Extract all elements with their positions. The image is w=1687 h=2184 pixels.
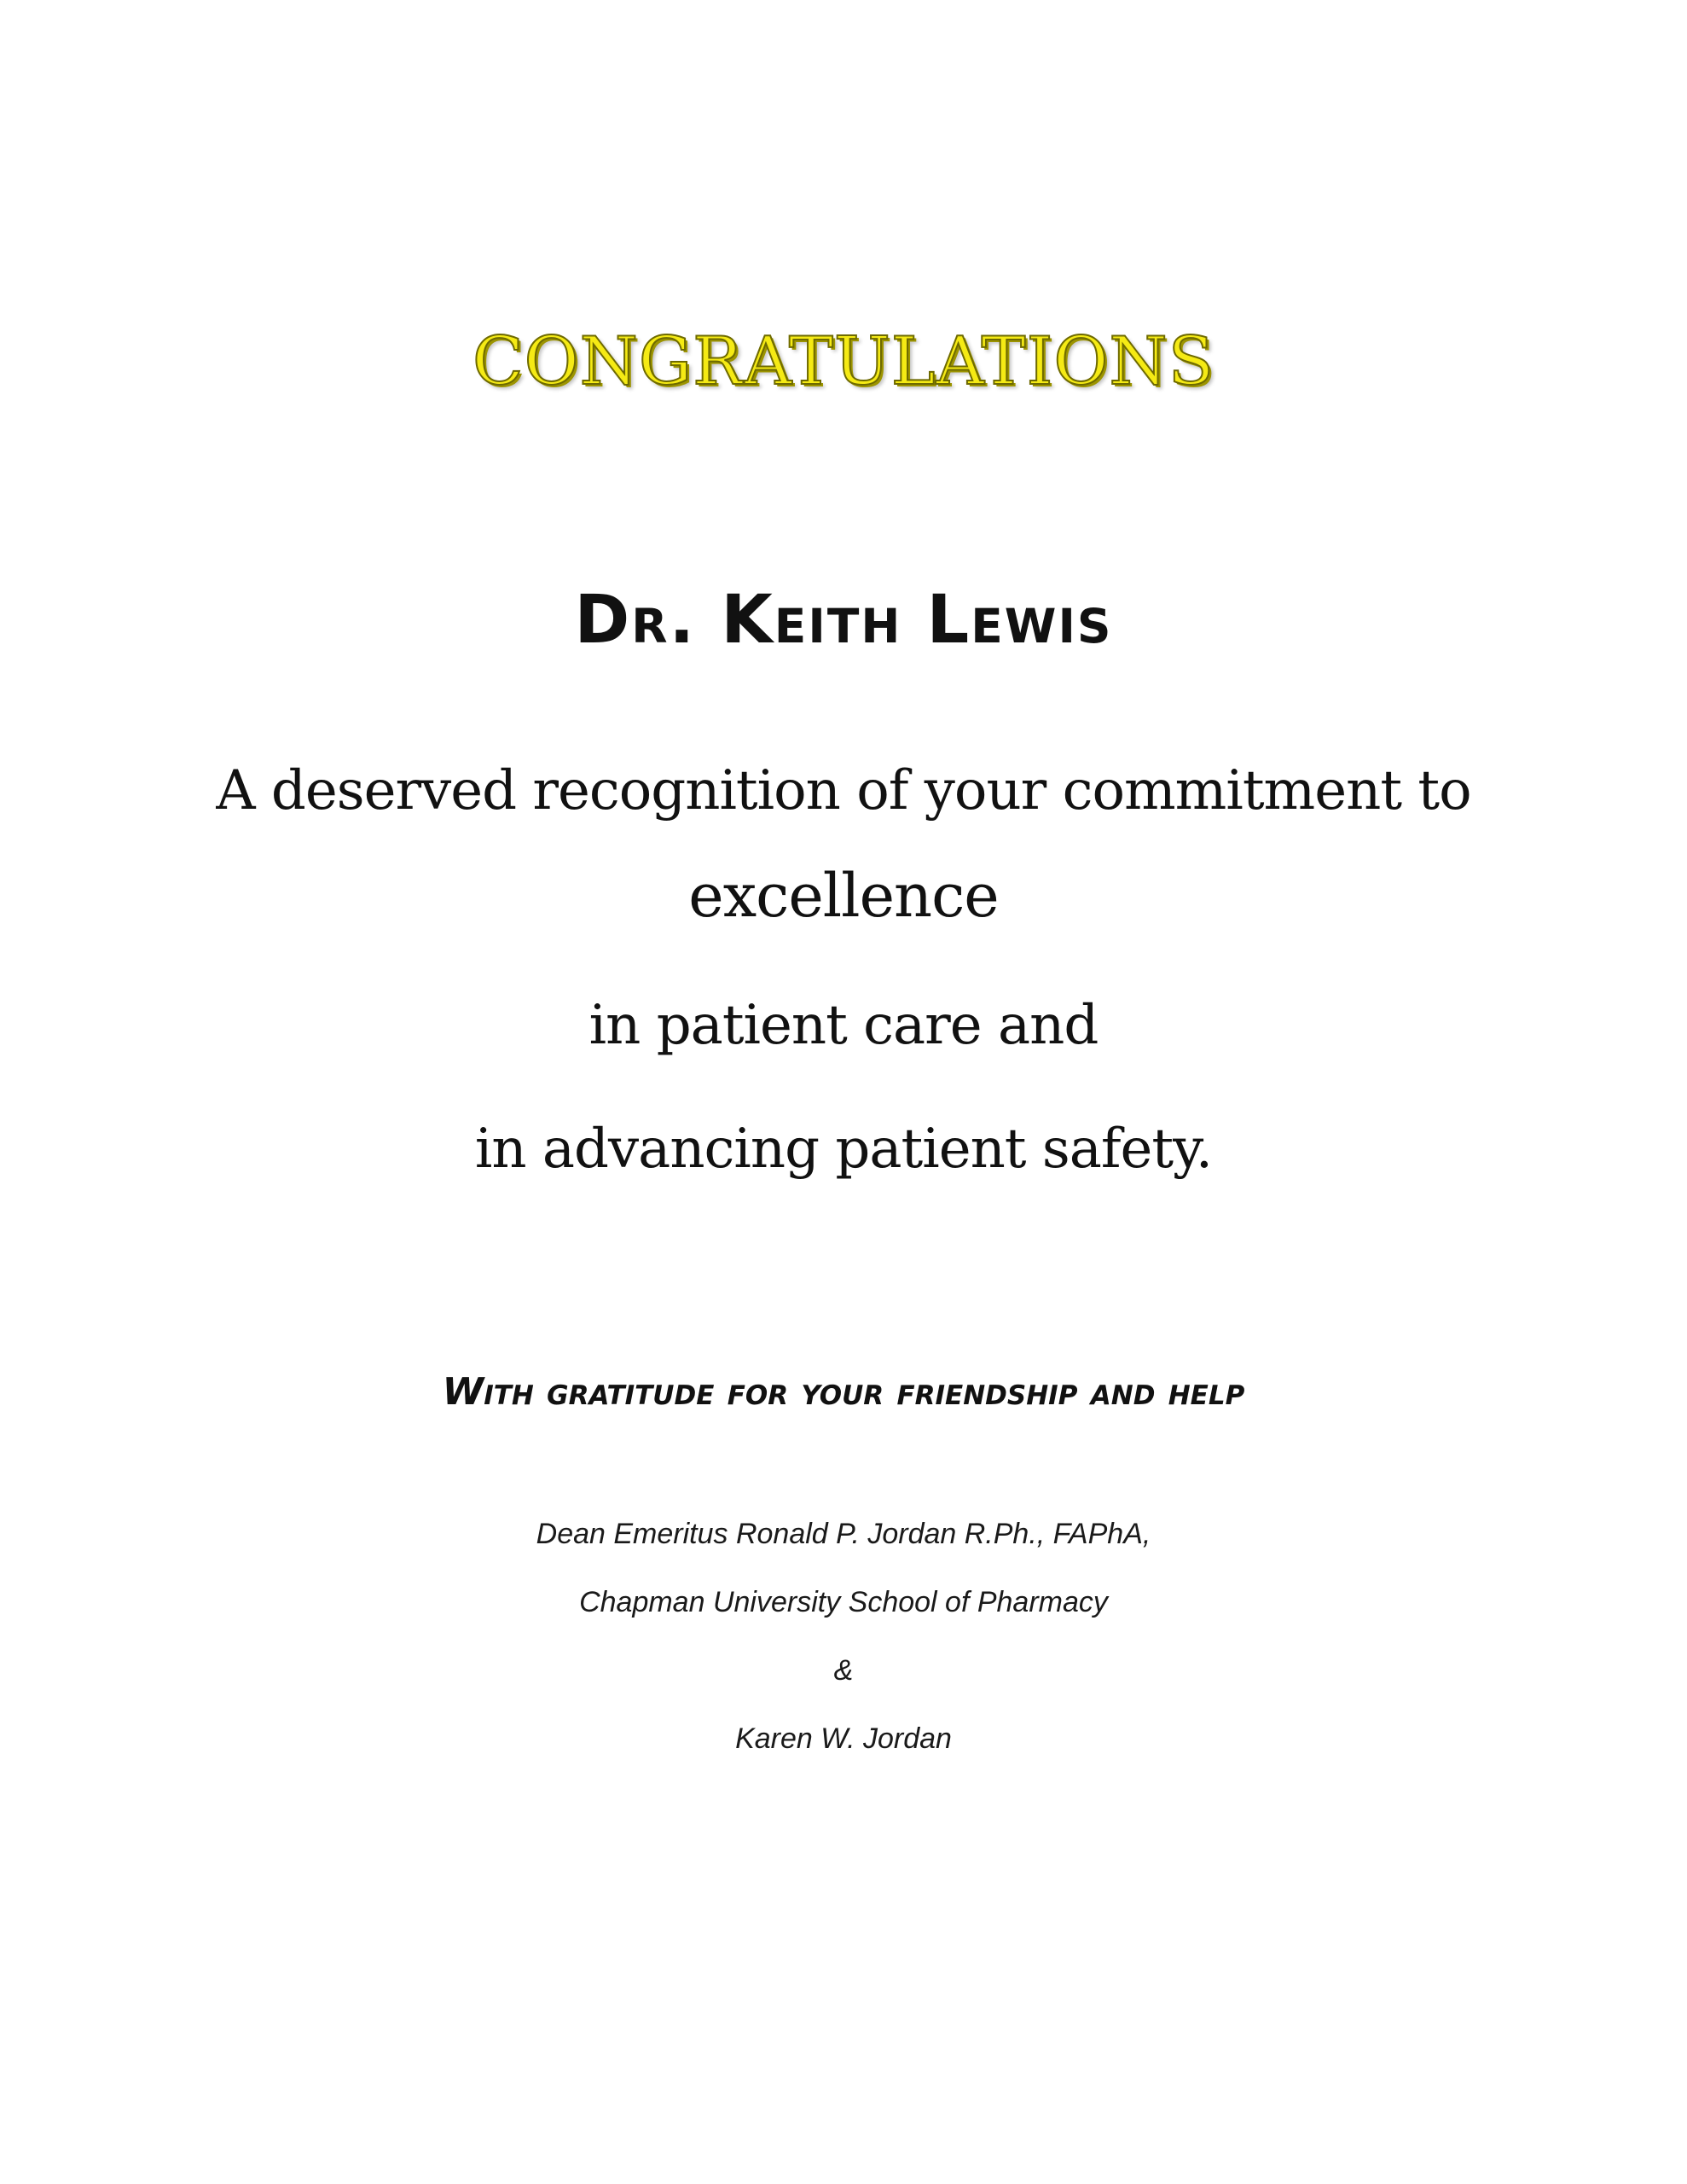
message-line-2: excellence <box>688 861 999 931</box>
signatory-line-2: Chapman University School of Pharmacy <box>579 1586 1108 1618</box>
signatory-line-1: Dean Emeritus Ronald P. Jordan R.Ph., FAPhA, <box>536 1518 1151 1550</box>
message-line-3: in patient care and <box>588 994 1099 1057</box>
message-line-1: A deserved recognition of your commitment to <box>216 759 1471 822</box>
honoree-name: Dr. Keith Lewis <box>574 582 1113 659</box>
message-line-4: in advancing patient safety. <box>474 1118 1213 1181</box>
congratulations-heading: CONGRATULATIONS <box>472 323 1215 400</box>
signatory-ampersand: & <box>833 1654 854 1687</box>
gratitude-line: With gratitude for your friendship and help <box>442 1370 1245 1414</box>
signatory-line-4: Karen W. Jordan <box>735 1722 952 1755</box>
